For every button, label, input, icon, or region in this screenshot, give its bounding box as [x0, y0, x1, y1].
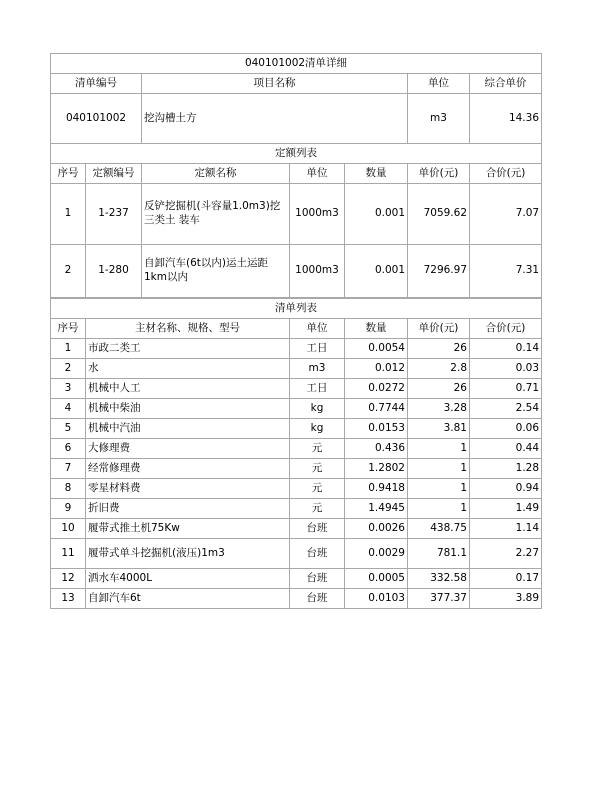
row-total: 0.94 [470, 479, 542, 499]
row-unit: 1000m3 [290, 245, 345, 298]
row-price: 3.28 [408, 399, 470, 419]
row-total: 0.17 [470, 569, 542, 589]
row-unit: 台班 [290, 519, 345, 539]
col-header-price: 单价(元) [408, 319, 470, 339]
row-qty: 0.0103 [345, 589, 408, 609]
row-total: 1.14 [470, 519, 542, 539]
row-no: 10 [51, 519, 86, 539]
row-name: 履带式推土机75Kw [86, 519, 290, 539]
row-qty: 0.001 [345, 245, 408, 298]
col-header-no: 序号 [51, 319, 86, 339]
row-qty: 0.436 [345, 439, 408, 459]
col-header-unit: 单位 [290, 319, 345, 339]
item-name-value: 挖沟槽土方 [142, 94, 408, 144]
table-row [51, 379, 542, 399]
row-price: 26 [408, 379, 470, 399]
row-total: 0.03 [470, 359, 542, 379]
row-total: 0.44 [470, 439, 542, 459]
row-qty: 1.2802 [345, 459, 408, 479]
quota-table [50, 143, 542, 298]
row-price: 1 [408, 499, 470, 519]
row-unit: 元 [290, 499, 345, 519]
row-qty: 0.001 [345, 184, 408, 245]
row-unit: kg [290, 399, 345, 419]
materials-section-title: 清单列表 [51, 299, 542, 319]
row-price: 26 [408, 339, 470, 359]
table-row [51, 184, 542, 245]
row-no: 11 [51, 539, 86, 569]
row-name: 经常修理费 [86, 459, 290, 479]
materials-table [50, 298, 542, 609]
col-header-total: 合价(元) [470, 319, 542, 339]
row-qty: 1.4945 [345, 499, 408, 519]
table-row [51, 399, 542, 419]
row-name: 大修理费 [86, 439, 290, 459]
row-qty: 0.9418 [345, 479, 408, 499]
row-name: 履带式单斗挖掘机(液压)1m3 [86, 539, 290, 569]
table-row [51, 479, 542, 499]
unit-value: m3 [408, 94, 470, 144]
unit-price-value: 14.36 [470, 94, 542, 144]
row-total: 3.89 [470, 589, 542, 609]
row-qty: 0.0029 [345, 539, 408, 569]
col-header-qty: 数量 [345, 164, 408, 184]
row-unit: 元 [290, 479, 345, 499]
row-no: 7 [51, 459, 86, 479]
page-title: 040101002清单详细 [51, 54, 542, 74]
row-unit: m3 [290, 359, 345, 379]
table-row [51, 499, 542, 519]
col-header-name: 定额名称 [142, 164, 290, 184]
row-no: 12 [51, 569, 86, 589]
row-qty: 0.0005 [345, 569, 408, 589]
row-name: 洒水车4000L [86, 569, 290, 589]
row-total: 2.27 [470, 539, 542, 569]
row-price: 332.58 [408, 569, 470, 589]
row-qty: 0.0272 [345, 379, 408, 399]
header-unit-price: 综合单价 [470, 74, 542, 94]
row-no: 2 [51, 245, 86, 298]
row-name: 零星材料费 [86, 479, 290, 499]
col-header-code: 定额编号 [86, 164, 142, 184]
row-price: 3.81 [408, 419, 470, 439]
row-unit: 台班 [290, 539, 345, 569]
row-no: 2 [51, 359, 86, 379]
row-no: 5 [51, 419, 86, 439]
col-header-unit: 单位 [290, 164, 345, 184]
row-price: 2.8 [408, 359, 470, 379]
row-name: 自卸汽车6t [86, 589, 290, 609]
row-price: 7059.62 [408, 184, 470, 245]
col-header-name: 主材名称、规格、型号 [86, 319, 290, 339]
row-price: 7296.97 [408, 245, 470, 298]
row-name: 机械中柴油 [86, 399, 290, 419]
row-no: 1 [51, 339, 86, 359]
col-header-qty: 数量 [345, 319, 408, 339]
row-price: 377.37 [408, 589, 470, 609]
table-row [51, 589, 542, 609]
row-qty: 0.012 [345, 359, 408, 379]
table-row [51, 245, 542, 298]
row-no: 4 [51, 399, 86, 419]
row-price: 1 [408, 479, 470, 499]
list-code-value: 040101002 [51, 94, 142, 144]
row-unit: 元 [290, 459, 345, 479]
row-total: 1.28 [470, 459, 542, 479]
row-code: 1-280 [86, 245, 142, 298]
quota-section-title: 定额列表 [51, 144, 542, 164]
row-no: 6 [51, 439, 86, 459]
row-code: 1-237 [86, 184, 142, 245]
row-name: 折旧费 [86, 499, 290, 519]
table-row [51, 359, 542, 379]
row-total: 0.14 [470, 339, 542, 359]
row-total: 7.07 [470, 184, 542, 245]
row-qty: 0.0026 [345, 519, 408, 539]
row-qty: 0.7744 [345, 399, 408, 419]
row-total: 7.31 [470, 245, 542, 298]
row-price: 1 [408, 459, 470, 479]
row-no: 13 [51, 589, 86, 609]
table-row [51, 439, 542, 459]
row-no: 3 [51, 379, 86, 399]
table-row [51, 519, 542, 539]
row-unit: kg [290, 419, 345, 439]
row-name: 自卸汽车(6t以内)运土运距1km以内 [142, 245, 290, 298]
row-name: 机械中人工 [86, 379, 290, 399]
col-header-total: 合价(元) [470, 164, 542, 184]
row-qty: 0.0153 [345, 419, 408, 439]
row-total: 2.54 [470, 399, 542, 419]
row-unit: 元 [290, 439, 345, 459]
col-header-no: 序号 [51, 164, 86, 184]
row-no: 1 [51, 184, 86, 245]
table-row [51, 459, 542, 479]
row-unit: 1000m3 [290, 184, 345, 245]
row-total: 0.06 [470, 419, 542, 439]
list-summary-table [50, 53, 542, 144]
row-unit: 台班 [290, 589, 345, 609]
row-name: 市政二类工 [86, 339, 290, 359]
header-unit: 单位 [408, 74, 470, 94]
row-unit: 工日 [290, 339, 345, 359]
row-name: 反铲挖掘机(斗容量1.0m3)挖三类土 装车 [142, 184, 290, 245]
header-item-name: 项目名称 [142, 74, 408, 94]
table-row [51, 339, 542, 359]
table-row [51, 539, 542, 569]
row-price: 1 [408, 439, 470, 459]
table-row [51, 569, 542, 589]
row-no: 9 [51, 499, 86, 519]
row-price: 438.75 [408, 519, 470, 539]
row-price: 781.1 [408, 539, 470, 569]
row-unit: 台班 [290, 569, 345, 589]
col-header-price: 单价(元) [408, 164, 470, 184]
row-no: 8 [51, 479, 86, 499]
row-total: 1.49 [470, 499, 542, 519]
row-name: 水 [86, 359, 290, 379]
row-unit: 工日 [290, 379, 345, 399]
row-name: 机械中汽油 [86, 419, 290, 439]
table-row [51, 419, 542, 439]
header-list-code: 清单编号 [51, 74, 142, 94]
row-total: 0.71 [470, 379, 542, 399]
row-qty: 0.0054 [345, 339, 408, 359]
